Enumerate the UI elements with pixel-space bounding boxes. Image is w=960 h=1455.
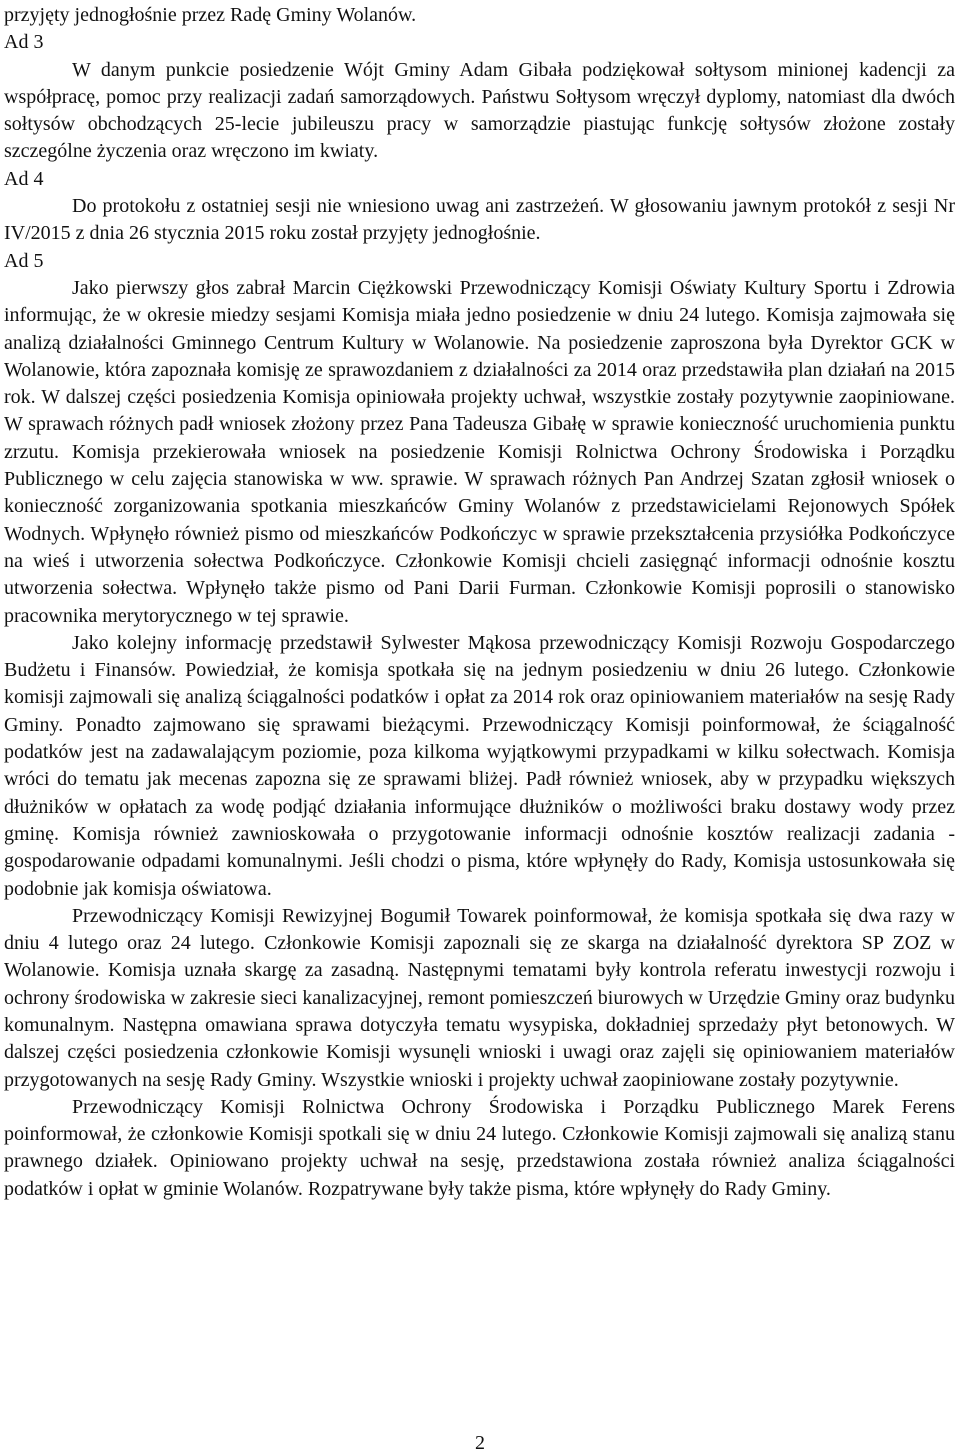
heading-ad-5: Ad 5 <box>4 249 44 272</box>
paragraph-ad-5-agriculture-committee: Przewodniczący Komisji Rolnictwa Ochrony Środowiska i Porządku Publicznego Marek Ferens poinformował, że członkowie Komisji spotkali się w dniu 24 lutego. Członkowie Komisji zajmowali się analizą stanu prawnego działek. Opiniowano projekty uchwał na sesję, przedstawiona została również analiza ściągalności podatków i opłat w gminie Wolanów. Rozpatrywane były także pisma, które wpłynęły do Rady Gminy. <box>4 1095 955 1200</box>
paragraph-ad-4: Do protokołu z ostatniej sesji nie wniesiono uwag ani zastrzeżeń. W głosowaniu jawnym protokół z sesji Nr IV/2015 z dnia 26 stycznia 2015 roku został przyjęty jednogłośnie. <box>4 195 955 245</box>
paragraph-intro: przyjęty jednogłośnie przez Radę Gminy Wolanów. <box>4 4 417 26</box>
heading-ad-4: Ad 4 <box>4 167 44 190</box>
paragraph-ad-5-budget-committee: Jako kolejny informację przedstawił Sylwester Mąkosa przewodniczący Komisji Rozwoju Gospodarczego Budżetu i Finansów. Powiedział, że komisja spotkała się na jednym posiedzeniu w dniu 26 lutego. Członkowie komisji zajmowali się analizą ściągalności podatków i opłat za 2014 rok oraz opiniowaniem materiałów na sesję Rady Gminy. Ponadto zajmowano się sprawami bieżącymi. Przewodniczący Komisji poinformował, że ściągalność podatków jest na zadawalającym poziomie, poza kilkoma wyjątkowymi przypadkami w kilku sołectwach. Komisja wróci do tematu jak mecenas zapozna się ze sprawami bliżej. Padł również wniosek, aby w przypadku większych dłużników w opłatach za wodę podjąć działania informujące dłużników o możliwości braku dostawy wody przez gminę. Komisja również zawnioskowała o przygotowanie informacji odnośnie kosztów realizacji zadania - gospodarowanie odpadami komunalnymi. Jeśli chodzi o pisma, które wpłynęły do Rady, Komisja ustosunkowała się podobnie jak komisja oświatowa. <box>4 631 955 900</box>
heading-ad-3: Ad 3 <box>4 31 44 54</box>
paragraph-ad-5-audit-committee: Przewodniczący Komisji Rewizyjnej Bogumił Towarek poinformował, że komisja spotkała się dwa razy w dniu 4 lutego oraz 24 lutego. Członkowie Komisji zapoznali się ze skarga na działalność dyrektora SP ZOZ w Wolanowie. Komisja uznała skargę za zasadną. Następnymi tematami były kontrola referatu inwestycji rozwoju i ochrony środowiska w zakresie sieci kanalizacyjnej, remont pomieszczeń biurowych w Urzędzie Gminy oraz budynku komunalnym. Następna omawiana sprawa dotyczyła tematu wysypiska, dokładniej sprzedaży płyt betonowych. W dalszej części posiedzenia członkowie Komisji wysunęli wnioski i uwagi oraz zajęli się opiniowaniem materiałów przygotowanych na sesję Rady Gminy. Wszystkie wnioski i projekty uchwał zaopiniowane zostały pozytywnie. <box>4 904 955 1091</box>
paragraph-ad-5-education-committee: Jako pierwszy głos zabrał Marcin Ciężkowski Przewodniczący Komisji Oświaty Kultury Sportu i Zdrowia informując, że w okresie miedzy sesjami Komisja miała jedno posiedzenie w dniu 24 lutego. Komisja zajmowała się analizą działalności Gminnego Centrum Kultury w Wolanowie. Na posiedzenie zaproszona była Dyrektor GCK w Wolanowie, która zapoznała komisję ze sprawozdaniem z działalności za 2014 oraz przedstawiła plan działań na 2015 rok. W dalszej części posiedzenia Komisja opiniowała projekty uchwał, wszystkie zostały pozytywnie zaopiniowane. W sprawach różnych padł wniosek złożony przez Pana Tadeusza Gibałę w sprawie konieczność uruchomienia punktu zrzutu. Komisja przekierowała wniosek na posiedzenie Komisji Rolnictwa Ochrony Środowiska i Porządku Publicznego w celu zajęcia stanowiska w ww. sprawie. W sprawach różnych Pan Andrzej Szatan zgłosił wniosek o konieczność zorganizowania spotkania mieszkańców Gminy Wolanów z przedstawicielami Rejonowych Spółek Wodnych. Wpłynęło również pismo od mieszkańców Podkończyc w sprawie przekształcenia przysiółka Podkończyce na wieś i utworzenia sołectwa Podkończyce. Członkowie Komisji chcieli zasięgnąć informacji odnośnie kosztu utworzenia sołectwa. Wpłynęło także pismo od Pani Darii Furman. Członkowie Komisji poprosili o stanowisko pracownika merytorycznego w tej sprawie. <box>4 276 955 627</box>
paragraph-ad-3: W danym punkcie posiedzenie Wójt Gminy Adam Gibała podziękował sołtysom minionej kadencji za współpracę, pomoc przy realizacji zadań samorządowych. Państwu Sołtysom wręczył dyplomy, natomiast dla dwóch sołtysów obchodzących 25-lecie jubileuszu pracy w samorządzie piastując funkcję sołtysów złożone zostały szczególne życzenia oraz wręczono im kwiaty. <box>4 58 955 163</box>
document-page <box>4 2 955 1203</box>
page-number: 2 <box>475 1432 485 1454</box>
